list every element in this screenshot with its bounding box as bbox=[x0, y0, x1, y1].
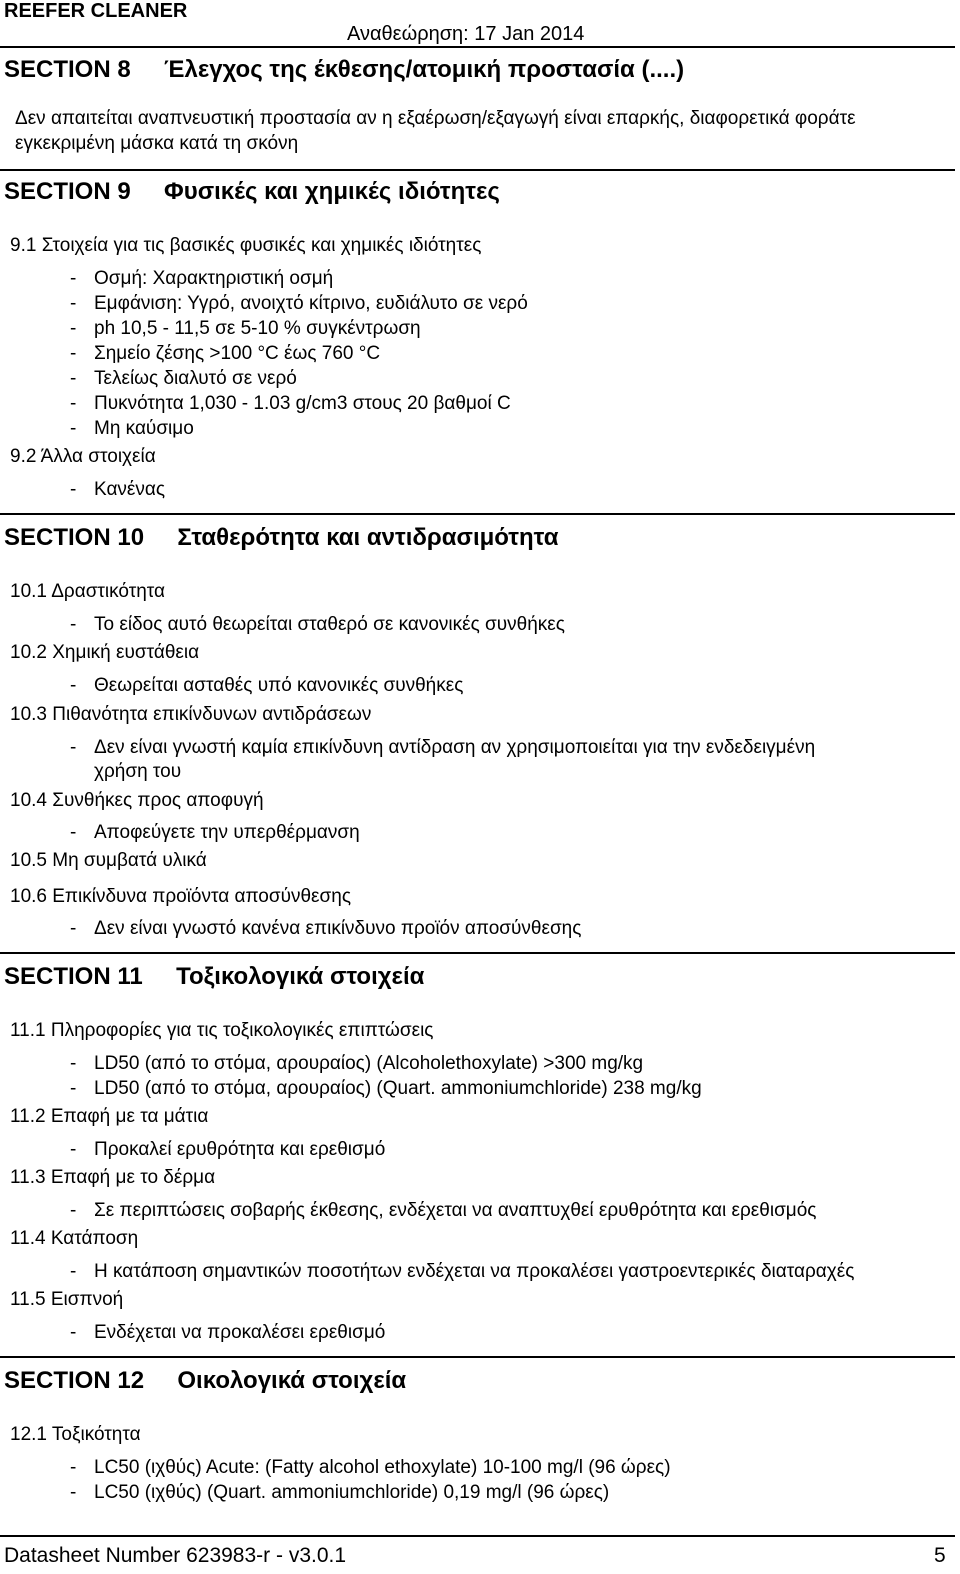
company-name: REEFER CLEANER bbox=[4, 0, 188, 22]
subsection-9-1: 9.1 Στοιχεία για τις βασικές φυσικές και χημικές ιδιότητες bbox=[10, 235, 482, 256]
subsection-11-4: 11.4 Κατάποση bbox=[10, 1228, 139, 1249]
section-11-heading bbox=[4, 963, 424, 991]
section-10-heading bbox=[4, 524, 558, 552]
section-8-heading bbox=[4, 56, 684, 84]
paragraph-line: εγκεκριμένη μάσκα κατά τη σκόνη bbox=[15, 133, 299, 154]
subsection-9-2: 9.2 Άλλα στοιχεία bbox=[10, 446, 156, 467]
section-9-heading bbox=[4, 178, 500, 206]
list-item: - Εμφάνιση: Υγρό, ανοιχτό κίτρινο, ευδιάλυτο σε νερό bbox=[70, 293, 528, 314]
subsection-11-1: 11.1 Πληροφορίες για τις τοξικολογικές επιπτώσεις bbox=[10, 1020, 434, 1041]
section-number: SECTION 8 bbox=[4, 56, 131, 83]
section-number: SECTION 10 bbox=[4, 524, 145, 551]
section-title: Σταθερότητα και αντιδρασιμότητα bbox=[177, 524, 559, 551]
list-item: - Οσμή: Χαρακτηριστική οσμή bbox=[70, 268, 334, 289]
section-title: Οικολογικά στοιχεία bbox=[177, 1367, 407, 1394]
list-item: - Θεωρείται ασταθές υπό κανονικές συνθήκες bbox=[70, 675, 464, 696]
header-rule bbox=[0, 46, 955, 48]
list-item: - Μη καύσιμο bbox=[70, 418, 194, 439]
subsection-10-5: 10.5 Μη συμβατά υλικά bbox=[10, 850, 207, 871]
subsection-10-4: 10.4 Συνθήκες προς αποφυγή bbox=[10, 790, 264, 811]
section-rule bbox=[0, 169, 955, 171]
section-number: SECTION 12 bbox=[4, 1367, 145, 1394]
list-item: - Ενδέχεται να προκαλέσει ερεθισμό bbox=[70, 1322, 386, 1343]
list-item: - LD50 (από το στόμα, αρουραίος) (Quart. ammoniumchloride) 238 mg/kg bbox=[70, 1078, 702, 1099]
subsection-12-1: 12.1 Τοξικότητα bbox=[10, 1424, 141, 1445]
list-item: - LC50 (ιχθύς) (Quart. ammoniumchloride) 0,19 mg/l (96 ώρες) bbox=[70, 1482, 610, 1503]
section-rule bbox=[0, 513, 955, 515]
list-item: - Σημείο ζέσης >100 °C έως 760 °C bbox=[70, 343, 381, 364]
list-item: - Κανένας bbox=[70, 479, 166, 500]
subsection-10-2: 10.2 Χημική ευστάθεια bbox=[10, 642, 200, 663]
list-item: - Η κατάποση σημαντικών ποσοτήτων ενδέχεται να προκαλέσει γαστροεντερικές διαταραχές bbox=[70, 1261, 855, 1282]
list-item: - LC50 (ιχθύς) Acute: (Fatty alcohol ethoxylate) 10-100 mg/l (96 ώρες) bbox=[70, 1457, 671, 1478]
datasheet-number: Datasheet Number 623983-r - v3.0.1 bbox=[4, 1544, 347, 1567]
revision-date: Αναθεώρηση: 17 Jan 2014 bbox=[347, 23, 585, 45]
list-item: - Αποφεύγετε την υπερθέρμανση bbox=[70, 822, 360, 843]
list-item-continuation: χρήση του bbox=[94, 761, 182, 782]
subsection-11-3: 11.3 Επαφή με το δέρμα bbox=[10, 1167, 216, 1188]
subsection-10-1: 10.1 Δραστικότητα bbox=[10, 581, 166, 602]
list-item: - Το είδος αυτό θεωρείται σταθερό σε κανονικές συνθήκες bbox=[70, 614, 565, 635]
section-12-heading bbox=[4, 1367, 406, 1395]
list-item: - Προκαλεί ερυθρότητα και ερεθισμό bbox=[70, 1139, 386, 1160]
subsection-11-5: 11.5 Εισπνοή bbox=[10, 1289, 124, 1310]
list-item: - Σε περιπτώσεις σοβαρής έκθεσης, ενδέχεται να αναπτυχθεί ερυθρότητα και ερεθισμός bbox=[70, 1200, 817, 1221]
section-title: Έλεγχος της έκθεσης/ατομική προστασία (....) bbox=[164, 56, 685, 83]
list-item: - Δεν είναι γνωστό κανένα επικίνδυνο προϊόν αποσύνθεσης bbox=[70, 918, 582, 939]
list-item: - Πυκνότητα 1,030 - 1.03 g/cm3 στους 20 βαθμοί C bbox=[70, 393, 511, 414]
subsection-10-3: 10.3 Πιθανότητα επικίνδυνων αντιδράσεων bbox=[10, 704, 372, 725]
section-rule bbox=[0, 1356, 955, 1358]
list-item: - ph 10,5 - 11,5 σε 5-10 % συγκέντρωση bbox=[70, 318, 421, 339]
footer-rule bbox=[0, 1535, 955, 1537]
list-item: - Τελείως διαλυτό σε νερό bbox=[70, 368, 297, 389]
paragraph-line: Δεν απαιτείται αναπνευστική προστασία αν η εξαέρωση/εξαγωγή είναι επαρκής, διαφορετικά φοράτε bbox=[15, 108, 856, 129]
section-rule bbox=[0, 952, 955, 954]
subsection-10-6: 10.6 Επικίνδυνα προϊόντα αποσύνθεσης bbox=[10, 886, 351, 907]
section-number: SECTION 9 bbox=[4, 178, 131, 205]
list-item: - LD50 (από το στόμα, αρουραίος) (Alcoholethoxylate) >300 mg/kg bbox=[70, 1053, 644, 1074]
page-number: 5 bbox=[934, 1544, 946, 1567]
list-item: - Δεν είναι γνωστή καμία επικίνδυνη αντίδραση αν χρησιμοποιείται για την ενδεδειγμένη bbox=[70, 737, 816, 758]
section-title: Φυσικές και χημικές ιδιότητες bbox=[164, 178, 500, 205]
section-title: Τοξικολογικά στοιχεία bbox=[176, 963, 425, 990]
subsection-11-2: 11.2 Επαφή με τα μάτια bbox=[10, 1106, 209, 1127]
section-number: SECTION 11 bbox=[4, 963, 143, 990]
